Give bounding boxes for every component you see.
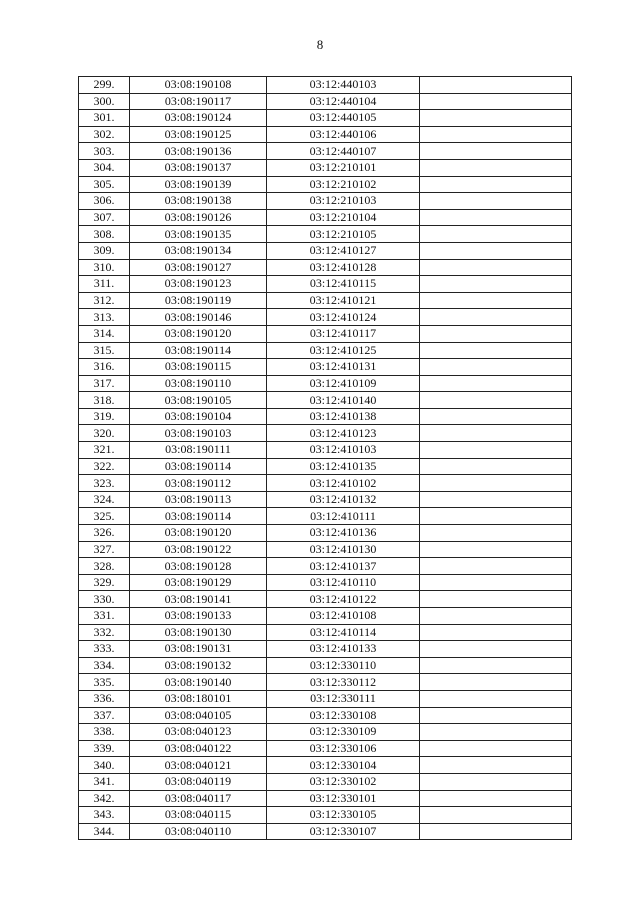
code-b-cell: 03:12:210105	[267, 226, 420, 243]
code-b-cell: 03:12:330102	[267, 773, 420, 790]
code-a-cell: 03:08:040122	[130, 740, 267, 757]
empty-cell	[420, 475, 572, 492]
row-number-cell: 339.	[79, 740, 130, 757]
table-row	[79, 276, 572, 293]
empty-cell	[420, 226, 572, 243]
code-b-cell: 03:12:210101	[267, 159, 420, 176]
table-row	[79, 176, 572, 193]
table-row	[79, 757, 572, 774]
row-number-cell: 319.	[79, 408, 130, 425]
empty-cell	[420, 707, 572, 724]
row-number-cell: 327.	[79, 541, 130, 558]
table-row	[79, 110, 572, 127]
table-row	[79, 126, 572, 143]
row-number-cell: 305.	[79, 176, 130, 193]
table-row	[79, 309, 572, 326]
code-a-cell: 03:08:190137	[130, 159, 267, 176]
empty-cell	[420, 176, 572, 193]
empty-cell	[420, 591, 572, 608]
empty-cell	[420, 624, 572, 641]
code-a-cell: 03:08:190112	[130, 475, 267, 492]
code-a-cell: 03:08:190108	[130, 77, 267, 94]
row-number-cell: 333.	[79, 641, 130, 658]
row-number-cell: 316.	[79, 359, 130, 376]
table-row	[79, 226, 572, 243]
row-number-cell: 300.	[79, 93, 130, 110]
code-a-cell: 03:08:190104	[130, 408, 267, 425]
table-row	[79, 292, 572, 309]
code-a-cell: 03:08:190139	[130, 176, 267, 193]
code-a-cell: 03:08:190114	[130, 508, 267, 525]
code-a-cell: 03:08:190132	[130, 657, 267, 674]
code-a-cell: 03:08:180101	[130, 690, 267, 707]
code-b-cell: 03:12:410102	[267, 475, 420, 492]
code-b-cell: 03:12:410103	[267, 442, 420, 459]
table-row	[79, 193, 572, 210]
table-row	[79, 773, 572, 790]
code-a-cell: 03:08:190111	[130, 442, 267, 459]
empty-cell	[420, 325, 572, 342]
code-a-cell: 03:08:190129	[130, 574, 267, 591]
table-row	[79, 724, 572, 741]
code-b-cell: 03:12:410111	[267, 508, 420, 525]
empty-cell	[420, 425, 572, 442]
code-b-cell: 03:12:210102	[267, 176, 420, 193]
code-b-cell: 03:12:210104	[267, 209, 420, 226]
row-number-cell: 334.	[79, 657, 130, 674]
empty-cell	[420, 209, 572, 226]
code-b-cell: 03:12:410115	[267, 276, 420, 293]
row-number-cell: 328.	[79, 558, 130, 575]
row-number-cell: 338.	[79, 724, 130, 741]
table-row	[79, 807, 572, 824]
empty-cell	[420, 574, 572, 591]
code-a-cell: 03:08:040110	[130, 823, 267, 840]
code-a-cell: 03:08:190105	[130, 392, 267, 409]
code-a-cell: 03:08:190103	[130, 425, 267, 442]
table-row	[79, 641, 572, 658]
empty-cell	[420, 458, 572, 475]
row-number-cell: 302.	[79, 126, 130, 143]
code-a-cell: 03:08:190136	[130, 143, 267, 160]
code-b-cell: 03:12:410124	[267, 309, 420, 326]
empty-cell	[420, 110, 572, 127]
code-a-cell: 03:08:040117	[130, 790, 267, 807]
code-a-cell: 03:08:040105	[130, 707, 267, 724]
empty-cell	[420, 292, 572, 309]
row-number-cell: 336.	[79, 690, 130, 707]
row-number-cell: 301.	[79, 110, 130, 127]
empty-cell	[420, 823, 572, 840]
table-row	[79, 475, 572, 492]
code-a-cell: 03:08:190131	[130, 641, 267, 658]
table-row	[79, 740, 572, 757]
empty-cell	[420, 392, 572, 409]
row-number-cell: 332.	[79, 624, 130, 641]
empty-cell	[420, 143, 572, 160]
table-row	[79, 77, 572, 94]
table-row	[79, 591, 572, 608]
row-number-cell: 307.	[79, 209, 130, 226]
code-b-cell: 03:12:330107	[267, 823, 420, 840]
code-a-cell: 03:08:040115	[130, 807, 267, 824]
row-number-cell: 324.	[79, 491, 130, 508]
table-row	[79, 242, 572, 259]
empty-cell	[420, 408, 572, 425]
table-row	[79, 359, 572, 376]
code-b-cell: 03:12:410114	[267, 624, 420, 641]
table-row	[79, 143, 572, 160]
code-b-cell: 03:12:330104	[267, 757, 420, 774]
row-number-cell: 314.	[79, 325, 130, 342]
row-number-cell: 325.	[79, 508, 130, 525]
row-number-cell: 309.	[79, 242, 130, 259]
empty-cell	[420, 790, 572, 807]
code-b-cell: 03:12:440106	[267, 126, 420, 143]
code-a-cell: 03:08:040123	[130, 724, 267, 741]
code-a-cell: 03:08:190120	[130, 525, 267, 542]
code-b-cell: 03:12:410128	[267, 259, 420, 276]
empty-cell	[420, 757, 572, 774]
empty-cell	[420, 442, 572, 459]
code-b-cell: 03:12:210103	[267, 193, 420, 210]
code-a-cell: 03:08:190128	[130, 558, 267, 575]
code-b-cell: 03:12:410117	[267, 325, 420, 342]
table-row	[79, 558, 572, 575]
code-a-cell: 03:08:190114	[130, 458, 267, 475]
table-row	[79, 657, 572, 674]
row-number-cell: 322.	[79, 458, 130, 475]
empty-cell	[420, 276, 572, 293]
row-number-cell: 320.	[79, 425, 130, 442]
row-number-cell: 326.	[79, 525, 130, 542]
row-number-cell: 321.	[79, 442, 130, 459]
empty-cell	[420, 491, 572, 508]
table-row	[79, 574, 572, 591]
code-b-cell: 03:12:410138	[267, 408, 420, 425]
code-a-cell: 03:08:190113	[130, 491, 267, 508]
empty-cell	[420, 159, 572, 176]
empty-cell	[420, 674, 572, 691]
row-number-cell: 308.	[79, 226, 130, 243]
code-a-cell: 03:08:040119	[130, 773, 267, 790]
code-b-cell: 03:12:410110	[267, 574, 420, 591]
row-number-cell: 342.	[79, 790, 130, 807]
table-row	[79, 674, 572, 691]
code-a-cell: 03:08:190115	[130, 359, 267, 376]
code-b-cell: 03:12:330101	[267, 790, 420, 807]
table-row	[79, 608, 572, 625]
empty-cell	[420, 541, 572, 558]
code-a-cell: 03:08:190140	[130, 674, 267, 691]
code-b-cell: 03:12:440107	[267, 143, 420, 160]
code-a-cell: 03:08:190123	[130, 276, 267, 293]
code-a-cell: 03:08:190119	[130, 292, 267, 309]
code-a-cell: 03:08:190146	[130, 309, 267, 326]
empty-cell	[420, 375, 572, 392]
row-number-cell: 306.	[79, 193, 130, 210]
table-row	[79, 525, 572, 542]
table-row	[79, 790, 572, 807]
code-b-cell: 03:12:410109	[267, 375, 420, 392]
code-a-cell: 03:08:190141	[130, 591, 267, 608]
code-a-cell: 03:08:190134	[130, 242, 267, 259]
code-a-cell: 03:08:040121	[130, 757, 267, 774]
row-number-cell: 331.	[79, 608, 130, 625]
table-body	[79, 77, 572, 840]
row-number-cell: 317.	[79, 375, 130, 392]
code-b-cell: 03:12:410132	[267, 491, 420, 508]
code-b-cell: 03:12:410125	[267, 342, 420, 359]
row-number-cell: 344.	[79, 823, 130, 840]
code-a-cell: 03:08:190127	[130, 259, 267, 276]
code-b-cell: 03:12:330111	[267, 690, 420, 707]
empty-cell	[420, 309, 572, 326]
data-table	[78, 76, 572, 840]
code-b-cell: 03:12:410121	[267, 292, 420, 309]
code-b-cell: 03:12:410133	[267, 641, 420, 658]
code-a-cell: 03:08:190138	[130, 193, 267, 210]
table-row	[79, 425, 572, 442]
row-number-cell: 303.	[79, 143, 130, 160]
code-b-cell: 03:12:330112	[267, 674, 420, 691]
row-number-cell: 343.	[79, 807, 130, 824]
code-b-cell: 03:12:410127	[267, 242, 420, 259]
empty-cell	[420, 242, 572, 259]
code-b-cell: 03:12:330108	[267, 707, 420, 724]
code-a-cell: 03:08:190124	[130, 110, 267, 127]
empty-cell	[420, 773, 572, 790]
code-a-cell: 03:08:190122	[130, 541, 267, 558]
table-row	[79, 342, 572, 359]
row-number-cell: 315.	[79, 342, 130, 359]
empty-cell	[420, 126, 572, 143]
empty-cell	[420, 724, 572, 741]
table-row	[79, 823, 572, 840]
empty-cell	[420, 641, 572, 658]
code-b-cell: 03:12:330110	[267, 657, 420, 674]
row-number-cell: 313.	[79, 309, 130, 326]
code-b-cell: 03:12:410136	[267, 525, 420, 542]
table-row	[79, 392, 572, 409]
table-row	[79, 375, 572, 392]
empty-cell	[420, 508, 572, 525]
code-b-cell: 03:12:440105	[267, 110, 420, 127]
table-row	[79, 159, 572, 176]
row-number-cell: 341.	[79, 773, 130, 790]
code-b-cell: 03:12:410123	[267, 425, 420, 442]
row-number-cell: 329.	[79, 574, 130, 591]
table-row	[79, 624, 572, 641]
row-number-cell: 311.	[79, 276, 130, 293]
code-a-cell: 03:08:190114	[130, 342, 267, 359]
row-number-cell: 299.	[79, 77, 130, 94]
row-number-cell: 318.	[79, 392, 130, 409]
code-a-cell: 03:08:190126	[130, 209, 267, 226]
code-b-cell: 03:12:330106	[267, 740, 420, 757]
code-b-cell: 03:12:440103	[267, 77, 420, 94]
code-a-cell: 03:08:190120	[130, 325, 267, 342]
row-number-cell: 310.	[79, 259, 130, 276]
page-number: 8	[316, 37, 324, 52]
empty-cell	[420, 259, 572, 276]
code-b-cell: 03:12:410137	[267, 558, 420, 575]
table-row	[79, 408, 572, 425]
table-row	[79, 491, 572, 508]
empty-cell	[420, 342, 572, 359]
row-number-cell: 337.	[79, 707, 130, 724]
row-number-cell: 340.	[79, 757, 130, 774]
table-row	[79, 541, 572, 558]
table-row	[79, 707, 572, 724]
table-row	[79, 325, 572, 342]
code-b-cell: 03:12:410122	[267, 591, 420, 608]
table-row	[79, 442, 572, 459]
empty-cell	[420, 93, 572, 110]
table-row	[79, 458, 572, 475]
code-a-cell: 03:08:190133	[130, 608, 267, 625]
code-b-cell: 03:12:410140	[267, 392, 420, 409]
row-number-cell: 312.	[79, 292, 130, 309]
code-b-cell: 03:12:440104	[267, 93, 420, 110]
code-a-cell: 03:08:190130	[130, 624, 267, 641]
empty-cell	[420, 77, 572, 94]
code-a-cell: 03:08:190135	[130, 226, 267, 243]
code-b-cell: 03:12:330105	[267, 807, 420, 824]
empty-cell	[420, 657, 572, 674]
table-row	[79, 690, 572, 707]
code-b-cell: 03:12:410135	[267, 458, 420, 475]
row-number-cell: 323.	[79, 475, 130, 492]
table-row	[79, 209, 572, 226]
row-number-cell: 335.	[79, 674, 130, 691]
code-a-cell: 03:08:190125	[130, 126, 267, 143]
table-row	[79, 93, 572, 110]
empty-cell	[420, 690, 572, 707]
empty-cell	[420, 525, 572, 542]
code-a-cell: 03:08:190117	[130, 93, 267, 110]
empty-cell	[420, 193, 572, 210]
code-b-cell: 03:12:410131	[267, 359, 420, 376]
code-a-cell: 03:08:190110	[130, 375, 267, 392]
empty-cell	[420, 740, 572, 757]
code-b-cell: 03:12:410108	[267, 608, 420, 625]
empty-cell	[420, 359, 572, 376]
empty-cell	[420, 558, 572, 575]
row-number-cell: 330.	[79, 591, 130, 608]
empty-cell	[420, 608, 572, 625]
row-number-cell: 304.	[79, 159, 130, 176]
empty-cell	[420, 807, 572, 824]
table-row	[79, 508, 572, 525]
code-b-cell: 03:12:410130	[267, 541, 420, 558]
table-row	[79, 259, 572, 276]
code-b-cell: 03:12:330109	[267, 724, 420, 741]
